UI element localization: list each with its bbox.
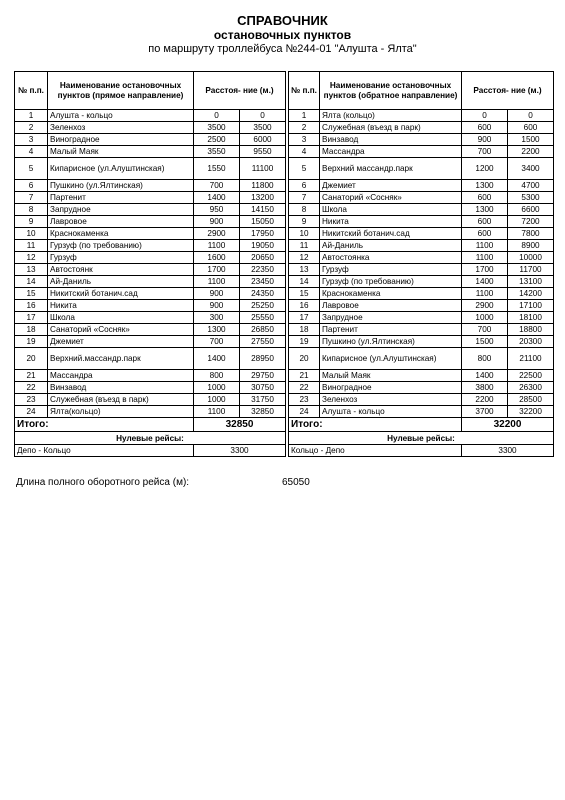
- stop-name: Зеленхоз: [48, 122, 194, 134]
- row-number: 18: [289, 324, 320, 336]
- stop-name: Служебная (въезд в парк): [320, 122, 462, 134]
- segment-distance: 2500: [194, 134, 240, 146]
- segment-distance: 700: [462, 324, 508, 336]
- cumulative-distance: 11100: [240, 158, 286, 180]
- stop-name: Никитский ботанич.сад: [320, 228, 462, 240]
- stop-name: Ай-Даниль: [48, 276, 194, 288]
- row-number: 2: [15, 122, 48, 134]
- row-number: 19: [289, 336, 320, 348]
- stop-name: Запрудное: [320, 312, 462, 324]
- segment-distance: 1000: [194, 394, 240, 406]
- cumulative-distance: 31750: [240, 394, 286, 406]
- segment-distance: 3550: [194, 146, 240, 158]
- stop-name: Ялта (кольцо): [320, 110, 462, 122]
- row-number: 20: [15, 348, 48, 370]
- total-label: Итого:: [15, 418, 194, 432]
- table-row: [15, 382, 286, 394]
- cumulative-distance: 28950: [240, 348, 286, 370]
- cumulative-distance: 17950: [240, 228, 286, 240]
- stop-name: Партенит: [48, 192, 194, 204]
- row-number: 1: [289, 110, 320, 122]
- row-number: 16: [289, 300, 320, 312]
- cumulative-distance: 26300: [508, 382, 554, 394]
- stop-name: Гурзуф: [320, 264, 462, 276]
- segment-distance: 900: [194, 216, 240, 228]
- stop-name: Никитский ботанич.сад: [48, 288, 194, 300]
- col-name-header: Наименование остановочных пунктов (обратное направление): [320, 72, 462, 110]
- stop-name: Кипарисное (ул.Алуштинская): [320, 348, 462, 370]
- table-row: [289, 348, 554, 370]
- stop-name: Пушкино (ул.Ялтинская): [320, 336, 462, 348]
- segment-distance: 900: [194, 300, 240, 312]
- row-number: 23: [289, 394, 320, 406]
- stop-name: Виноградное: [48, 134, 194, 146]
- stop-name: Автостоянка: [320, 252, 462, 264]
- cumulative-distance: 18100: [508, 312, 554, 324]
- segment-distance: 700: [194, 336, 240, 348]
- segment-distance: 3800: [462, 382, 508, 394]
- cumulative-distance: 0: [240, 110, 286, 122]
- col-dist-header: Расстоя- ние (м.): [462, 72, 554, 110]
- row-number: 6: [15, 180, 48, 192]
- stop-name: Школа: [48, 312, 194, 324]
- row-number: 14: [15, 276, 48, 288]
- table-row: [289, 134, 554, 146]
- row-number: 5: [289, 158, 320, 180]
- cumulative-distance: 32850: [240, 406, 286, 418]
- stop-name: Джемиет: [48, 336, 194, 348]
- table-row: [15, 204, 286, 216]
- row-number: 24: [15, 406, 48, 418]
- table-row: [289, 204, 554, 216]
- table-row: [289, 158, 554, 180]
- stop-name: Малый Маяк: [48, 146, 194, 158]
- table-row: [289, 192, 554, 204]
- stop-name: Массандра: [48, 370, 194, 382]
- cumulative-distance: 9550: [240, 146, 286, 158]
- cumulative-distance: 15050: [240, 216, 286, 228]
- stop-name: Массандра: [320, 146, 462, 158]
- segment-distance: 1550: [194, 158, 240, 180]
- table-row: [15, 158, 286, 180]
- segment-distance: 700: [194, 180, 240, 192]
- segment-distance: 1400: [462, 370, 508, 382]
- cumulative-distance: 0: [508, 110, 554, 122]
- table-row: [15, 146, 286, 158]
- cumulative-distance: 13200: [240, 192, 286, 204]
- row-number: 4: [15, 146, 48, 158]
- table-row: [15, 276, 286, 288]
- cumulative-distance: 1500: [508, 134, 554, 146]
- col-num-header: № п.п.: [289, 72, 320, 110]
- row-number: 5: [15, 158, 48, 180]
- row-number: 7: [15, 192, 48, 204]
- stop-name: Джемиет: [320, 180, 462, 192]
- table-row: [289, 264, 554, 276]
- segment-distance: 0: [194, 110, 240, 122]
- table-row: [289, 288, 554, 300]
- row-number: 8: [15, 204, 48, 216]
- doc-title: СПРАВОЧНИК: [237, 13, 328, 28]
- cumulative-distance: 23450: [240, 276, 286, 288]
- segment-distance: 1300: [194, 324, 240, 336]
- table-row: [15, 312, 286, 324]
- table-row: [15, 228, 286, 240]
- row-number: 23: [15, 394, 48, 406]
- table-row: [15, 264, 286, 276]
- segment-distance: 800: [194, 370, 240, 382]
- stop-name: Алушта - кольцо: [320, 406, 462, 418]
- table-row: [15, 216, 286, 228]
- cumulative-distance: 6000: [240, 134, 286, 146]
- cumulative-distance: 600: [508, 122, 554, 134]
- cumulative-distance: 24350: [240, 288, 286, 300]
- cumulative-distance: 32200: [508, 406, 554, 418]
- segment-distance: 1000: [194, 382, 240, 394]
- table-row: [15, 252, 286, 264]
- stop-name: Гурзуф (по требованию): [48, 240, 194, 252]
- stop-name: Виноградное: [320, 382, 462, 394]
- stop-name: Алушта - кольцо: [48, 110, 194, 122]
- table-row: [289, 324, 554, 336]
- col-num-header: № п.п.: [15, 72, 48, 110]
- row-number: 14: [289, 276, 320, 288]
- stop-name: Лавровое: [320, 300, 462, 312]
- segment-distance: 1300: [462, 180, 508, 192]
- stop-name: Гурзуф: [48, 252, 194, 264]
- cumulative-distance: 19050: [240, 240, 286, 252]
- stop-name: Пушкино (ул.Ялтинская): [48, 180, 194, 192]
- cumulative-distance: 3500: [240, 122, 286, 134]
- row-number: 21: [15, 370, 48, 382]
- stop-name: Верхний массандр.парк: [320, 158, 462, 180]
- null-trip-row: [15, 445, 286, 457]
- row-number: 15: [289, 288, 320, 300]
- table-row: [289, 240, 554, 252]
- cumulative-distance: 26850: [240, 324, 286, 336]
- segment-distance: 1700: [194, 264, 240, 276]
- route-line: по маршруту троллейбуса №244-01 "Алушта - Ялта": [148, 43, 417, 55]
- null-trips-header-row: [15, 432, 286, 445]
- segment-distance: 900: [462, 134, 508, 146]
- stop-name: Кипарисное (ул.Алуштинская): [48, 158, 194, 180]
- table-row: [289, 406, 554, 418]
- segment-distance: 700: [462, 146, 508, 158]
- col-dist-header: Расстоя- ние (м.): [194, 72, 286, 110]
- stop-name: Никита: [320, 216, 462, 228]
- total-value: 32200: [462, 418, 554, 432]
- segment-distance: 2900: [194, 228, 240, 240]
- table-row: [15, 348, 286, 370]
- row-number: 4: [289, 146, 320, 158]
- table-row: [15, 324, 286, 336]
- total-label: Итого:: [289, 418, 462, 432]
- table-row: [15, 300, 286, 312]
- segment-distance: 1100: [194, 276, 240, 288]
- segment-distance: 1600: [194, 252, 240, 264]
- row-number: 11: [15, 240, 48, 252]
- segment-distance: 1100: [194, 240, 240, 252]
- segment-distance: 3700: [462, 406, 508, 418]
- cumulative-distance: 7800: [508, 228, 554, 240]
- table-row: [289, 228, 554, 240]
- table-row: [15, 134, 286, 146]
- stop-name: Ялта(кольцо): [48, 406, 194, 418]
- cumulative-distance: 28500: [508, 394, 554, 406]
- total-value: 32850: [194, 418, 286, 432]
- null-trips-header-row: [289, 432, 554, 445]
- stop-name: Винзавод: [48, 382, 194, 394]
- row-number: 22: [15, 382, 48, 394]
- stop-name: Верхний.массандр.парк: [48, 348, 194, 370]
- row-number: 17: [15, 312, 48, 324]
- cumulative-distance: 3400: [508, 158, 554, 180]
- row-number: 16: [15, 300, 48, 312]
- table-row: [15, 406, 286, 418]
- row-number: 3: [289, 134, 320, 146]
- row-number: 21: [289, 370, 320, 382]
- table-row: [289, 394, 554, 406]
- null-trip-row: [289, 445, 554, 457]
- segment-distance: 1400: [194, 192, 240, 204]
- stop-name: Зеленхоз: [320, 394, 462, 406]
- segment-distance: 600: [462, 228, 508, 240]
- null-trip-distance: 3300: [462, 445, 554, 457]
- table-row: [289, 146, 554, 158]
- stop-name: Санаторий «Сосняк»: [320, 192, 462, 204]
- segment-distance: 1100: [462, 240, 508, 252]
- row-number: 13: [289, 264, 320, 276]
- segment-distance: 1200: [462, 158, 508, 180]
- cumulative-distance: 10000: [508, 252, 554, 264]
- cumulative-distance: 20300: [508, 336, 554, 348]
- segment-distance: 0: [462, 110, 508, 122]
- segment-distance: 1100: [194, 406, 240, 418]
- row-number: 1: [15, 110, 48, 122]
- segment-distance: 600: [462, 216, 508, 228]
- stop-name: Автостоянк: [48, 264, 194, 276]
- segment-distance: 2900: [462, 300, 508, 312]
- null-trip-route: Депо - Кольцо: [15, 445, 194, 457]
- table-row: [15, 192, 286, 204]
- row-number: 7: [289, 192, 320, 204]
- stop-name: Винзавод: [320, 134, 462, 146]
- total-row: [15, 418, 286, 432]
- row-number: 9: [289, 216, 320, 228]
- doc-subtitle: остановочных пунктов: [213, 28, 352, 42]
- segment-distance: 600: [462, 192, 508, 204]
- cumulative-distance: 30750: [240, 382, 286, 394]
- stop-name: Гурзуф (по требованию): [320, 276, 462, 288]
- row-number: 24: [289, 406, 320, 418]
- table-row: [15, 240, 286, 252]
- stop-name: Санаторий «Сосняк»: [48, 324, 194, 336]
- stop-name: Партенит: [320, 324, 462, 336]
- row-number: 9: [15, 216, 48, 228]
- cumulative-distance: 6600: [508, 204, 554, 216]
- full-trip-label: Длина полного оборотного рейса (м):: [16, 477, 190, 488]
- cumulative-distance: 4700: [508, 180, 554, 192]
- table-row: [289, 122, 554, 134]
- segment-distance: 300: [194, 312, 240, 324]
- segment-distance: 1400: [462, 276, 508, 288]
- cumulative-distance: 25550: [240, 312, 286, 324]
- null-trips-label: Нулевые рейсы:: [15, 432, 286, 445]
- stop-name: Школа: [320, 204, 462, 216]
- segment-distance: 1700: [462, 264, 508, 276]
- segment-distance: 950: [194, 204, 240, 216]
- cumulative-distance: 14200: [508, 288, 554, 300]
- table-row: [289, 312, 554, 324]
- segment-distance: 2200: [462, 394, 508, 406]
- full-trip-value: 65050: [282, 477, 310, 488]
- row-number: 13: [15, 264, 48, 276]
- reverse-direction-table: [288, 71, 554, 457]
- row-number: 10: [289, 228, 320, 240]
- table-row: [15, 288, 286, 300]
- row-number: 19: [15, 336, 48, 348]
- table-row: [289, 370, 554, 382]
- stop-name: Ай-Даниль: [320, 240, 462, 252]
- cumulative-distance: 20650: [240, 252, 286, 264]
- cumulative-distance: 14150: [240, 204, 286, 216]
- row-number: 12: [289, 252, 320, 264]
- row-number: 3: [15, 134, 48, 146]
- segment-distance: 1300: [462, 204, 508, 216]
- cumulative-distance: 2200: [508, 146, 554, 158]
- segment-distance: 600: [462, 122, 508, 134]
- row-number: 12: [15, 252, 48, 264]
- cumulative-distance: 18800: [508, 324, 554, 336]
- table-row: [289, 216, 554, 228]
- cumulative-distance: 11700: [508, 264, 554, 276]
- row-number: 11: [289, 240, 320, 252]
- table-row: [15, 122, 286, 134]
- cumulative-distance: 22350: [240, 264, 286, 276]
- segment-distance: 900: [194, 288, 240, 300]
- row-number: 15: [15, 288, 48, 300]
- cumulative-distance: 17100: [508, 300, 554, 312]
- table-row: [289, 382, 554, 394]
- row-number: 18: [15, 324, 48, 336]
- cumulative-distance: 5300: [508, 192, 554, 204]
- row-number: 20: [289, 348, 320, 370]
- segment-distance: 1100: [462, 288, 508, 300]
- row-number: 2: [289, 122, 320, 134]
- row-number: 10: [15, 228, 48, 240]
- cumulative-distance: 7200: [508, 216, 554, 228]
- stop-name: Малый Маяк: [320, 370, 462, 382]
- cumulative-distance: 29750: [240, 370, 286, 382]
- table-row: [15, 336, 286, 348]
- table-row: [289, 180, 554, 192]
- stop-name: Краснокаменка: [320, 288, 462, 300]
- null-trips-label: Нулевые рейсы:: [289, 432, 554, 445]
- segment-distance: 800: [462, 348, 508, 370]
- cumulative-distance: 13100: [508, 276, 554, 288]
- segment-distance: 1400: [194, 348, 240, 370]
- cumulative-distance: 11800: [240, 180, 286, 192]
- stop-name: Лавровое: [48, 216, 194, 228]
- row-number: 8: [289, 204, 320, 216]
- cumulative-distance: 25250: [240, 300, 286, 312]
- table-row: [289, 276, 554, 288]
- row-number: 6: [289, 180, 320, 192]
- segment-distance: 3500: [194, 122, 240, 134]
- stop-name: Служебная (въезд в парк): [48, 394, 194, 406]
- null-trip-route: Кольцо - Депо: [289, 445, 462, 457]
- segment-distance: 1000: [462, 312, 508, 324]
- segment-distance: 1500: [462, 336, 508, 348]
- table-row: [289, 252, 554, 264]
- forward-direction-table: [14, 71, 286, 457]
- row-number: 17: [289, 312, 320, 324]
- cumulative-distance: 22500: [508, 370, 554, 382]
- total-row: [289, 418, 554, 432]
- segment-distance: 1100: [462, 252, 508, 264]
- cumulative-distance: 27550: [240, 336, 286, 348]
- cumulative-distance: 21100: [508, 348, 554, 370]
- table-row: [289, 300, 554, 312]
- stop-name: Запрудное: [48, 204, 194, 216]
- table-row: [15, 370, 286, 382]
- null-trip-distance: 3300: [194, 445, 286, 457]
- row-number: 22: [289, 382, 320, 394]
- col-name-header: Наименование остановочных пунктов (прямое направление): [48, 72, 194, 110]
- stop-name: Краснокаменка: [48, 228, 194, 240]
- table-row: [15, 394, 286, 406]
- table-row: [289, 336, 554, 348]
- stop-name: Никита: [48, 300, 194, 312]
- table-row: [289, 110, 554, 122]
- cumulative-distance: 8900: [508, 240, 554, 252]
- table-row: [15, 180, 286, 192]
- table-row: [15, 110, 286, 122]
